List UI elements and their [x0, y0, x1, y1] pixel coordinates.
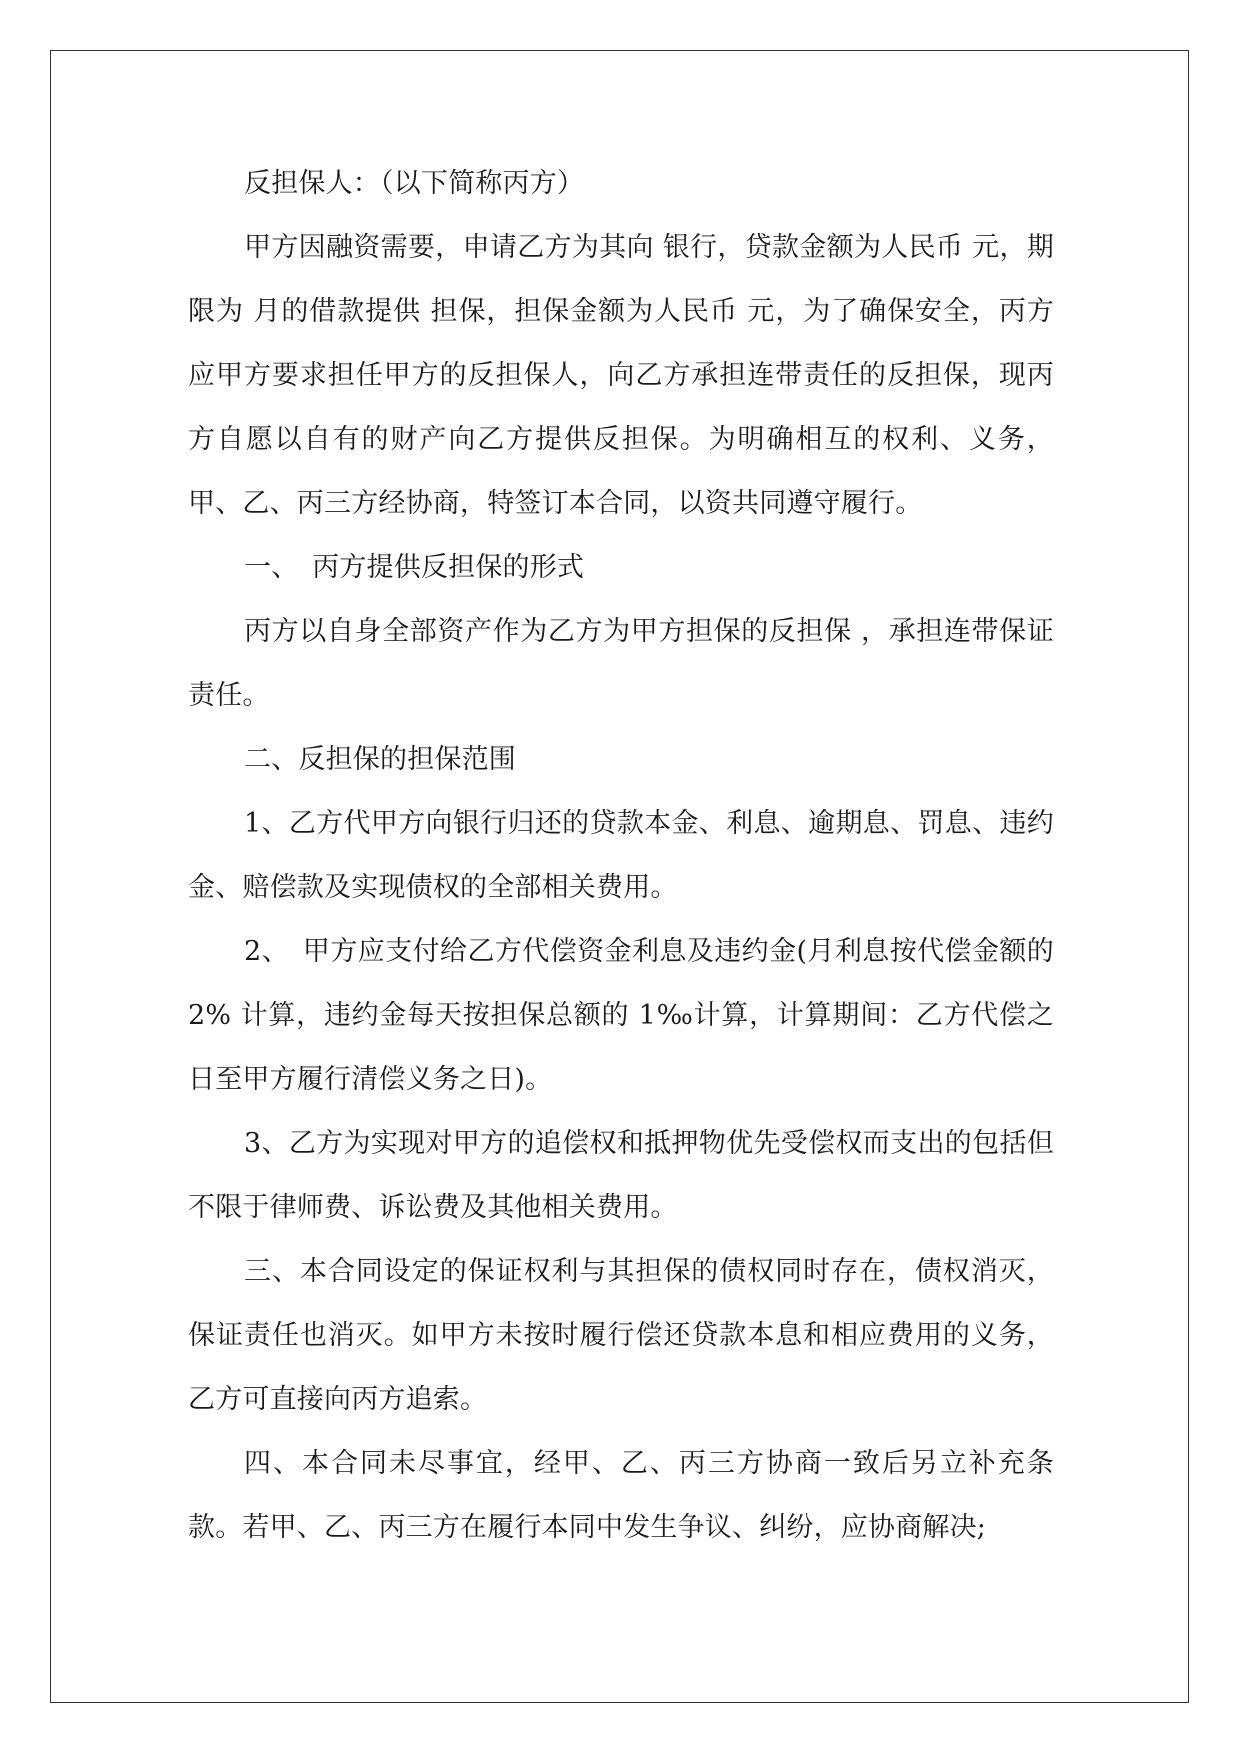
section-1-body: 丙方以自身全部资产作为乙方为甲方担保的反担保 ，承担连带保证责任。: [188, 616, 1054, 711]
section-1-heading: 一、 丙方提供反担保的形式: [244, 552, 585, 583]
section-2-item-2: 2、 甲方应支付给乙方代偿资金利息及违约金(月利息按代偿金额的 2% 计算，违约金每天按担保总额的 1‰计算，计算期间：乙方代偿之日至甲方履行清偿义务之日)。: [188, 936, 1054, 1095]
document-body: [188, 152, 1054, 1560]
counter-guarantor-heading: 反担保人：（以下简称丙方）: [244, 168, 585, 199]
section-2-item-1: 1、乙方代甲方向银行归还的贷款本金、利息、逾期息、罚息、违约金、赔偿款及实现债权的全部相关费用。: [188, 808, 1054, 903]
section-2-item-3: 3、乙方为实现对甲方的追偿权和抵押物优先受偿权而支出的包括但不限于律师费、诉讼费及其他相关费用。: [188, 1128, 1054, 1223]
section-3-paragraph: 三、本合同设定的保证权利与其担保的债权同时存在，债权消灭，保证责任也消灭。如甲方未按时履行偿还贷款本息和相应费用的义务，乙方可直接向丙方追索。: [188, 1256, 1054, 1415]
preamble-paragraph: 甲方因融资需要，申请乙方为其向 银行，贷款金额为人民币 元，期限为 月的借款提供 担保，担保金额为人民币 元，为了确保安全，丙方应甲方要求担任甲方的反担保人，向乙方承担连带责任的反担保，现丙方自愿以自有的财产向乙方提供反担保。为明确相互的权利、义务，甲、乙、丙三方经协商，特签订本合同，以资共同遵守履行。: [188, 232, 1054, 519]
section-4-paragraph: 四、本合同未尽事宜，经甲、乙、丙三方协商一致后另立补充条款。若甲、乙、丙三方在履行本同中发生争议、纠纷，应协商解决;: [188, 1448, 1054, 1543]
section-2-heading: 二、反担保的担保范围: [244, 744, 516, 775]
